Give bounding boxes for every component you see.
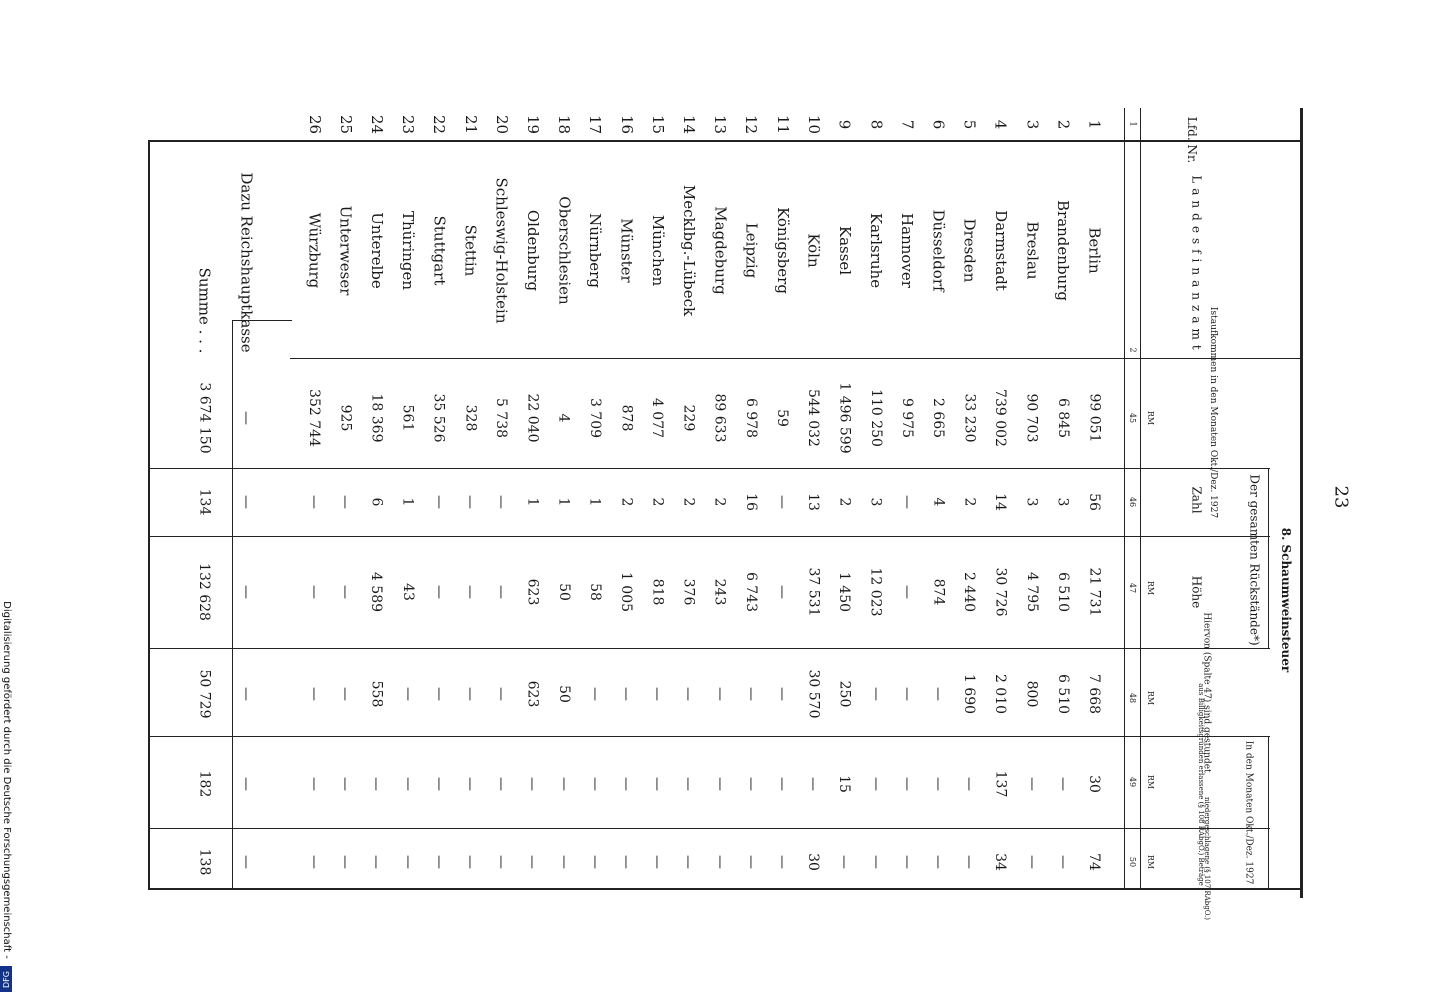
niedergeschlagen-value: —: [462, 855, 478, 869]
row-number: 4: [991, 119, 1010, 129]
gestundet-value: —: [493, 687, 510, 701]
summe-label: Summe . . .: [195, 267, 214, 353]
istaufkommen-value: 5 738: [493, 397, 510, 439]
landesfinanzamt-name: Leipzig: [742, 222, 761, 278]
rueckstaende-hoehe: —: [462, 585, 478, 599]
landesfinanzamt-name: Berlin: [1085, 226, 1104, 274]
col-divider-47-48: [150, 648, 1270, 649]
row-number: 11: [773, 114, 792, 134]
landesfinanzamt-name: Stettin: [461, 224, 480, 276]
erlassen-value: —: [586, 777, 603, 791]
rueckstaende-hoehe: 4 589: [368, 571, 385, 613]
erlassen-value: —: [930, 777, 946, 791]
landesfinanzamt-name: Dresden: [960, 218, 979, 282]
gestundet-value: —: [306, 687, 322, 701]
landesfinanzamt-name: Oberschlesien: [555, 195, 574, 305]
istaufkommen-value: 6 845: [1054, 397, 1071, 439]
niedergeschlagen-value: —: [368, 855, 385, 869]
gestundet-value: —: [337, 687, 354, 701]
gestundet-value: —: [430, 687, 447, 701]
istaufkommen-value: 352 744: [305, 389, 322, 447]
gestundet-value: 7 668: [1086, 673, 1103, 715]
rueckstaende-hoehe: —: [774, 585, 790, 599]
niedergeschlagen-value: —: [586, 855, 603, 869]
istaufkommen-value: 18 369: [368, 393, 385, 443]
landesfinanzamt-name: Stuttgart: [430, 215, 449, 285]
gestundet-value: 50: [555, 685, 572, 703]
rueckstaende-hoehe: 21 731: [1086, 567, 1102, 617]
landesfinanzamt-name: Thüringen: [399, 210, 418, 290]
rueckstaende-hoehe: 37 531: [805, 567, 822, 617]
gestundet-value: —: [867, 687, 884, 701]
rueckstaende-zahl: 4: [929, 497, 946, 507]
col-divider-46-47: [150, 536, 1270, 537]
header-monate: In den Monaten Okt./Dez. 1927: [1243, 740, 1254, 884]
reichshauptkasse-value: —: [238, 411, 254, 425]
niedergeschlagen-value: —: [774, 855, 790, 869]
rueckstaende-hoehe: 874: [929, 578, 946, 606]
istaufkommen-value: 22 040: [524, 393, 541, 443]
landesfinanzamt-name: Darmstadt: [991, 209, 1010, 291]
rueckstaende-zahl: 2: [961, 497, 978, 507]
row-number: 22: [430, 114, 449, 134]
rueckstaende-zahl: —: [462, 495, 478, 509]
gestundet-value: 30 570: [805, 669, 822, 719]
row-number: 8: [866, 119, 885, 129]
summe-separator: [232, 320, 233, 888]
column-number-46: 46: [1128, 496, 1138, 508]
rueckstaende-hoehe: 623: [524, 578, 541, 606]
row-number: 1: [1085, 119, 1104, 129]
col-divider-2-45: [290, 358, 1300, 359]
rueckstaende-hoehe: 1 005: [618, 571, 635, 613]
istaufkommen-value: 6 978: [742, 397, 759, 439]
rueckstaende-zahl: —: [430, 495, 447, 509]
row-number: 20: [492, 114, 511, 134]
gestundet-value: —: [930, 687, 946, 701]
landesfinanzamt-name: Kassel: [836, 225, 854, 275]
column-number-rule: [1140, 108, 1141, 888]
reichshauptkasse-value: —: [238, 495, 254, 509]
rueckstaende-zahl: 56: [1085, 493, 1102, 511]
table-top-rule: [1300, 108, 1303, 898]
istaufkommen-value: 59: [773, 409, 790, 427]
erlassen-value: 137: [992, 770, 1009, 798]
unit-label: RM: [1146, 410, 1156, 426]
gestundet-value: 623: [524, 680, 541, 708]
rueckstaende-hoehe: 6 743: [742, 571, 759, 613]
row-number: 23: [399, 114, 418, 134]
rueckstaende-zahl: 2: [836, 497, 853, 507]
digitization-credit: Digitalisierung gefördert durch die Deutsche Forschungsgemeinschaft -: [0, 601, 12, 959]
istaufkommen-value: 4 077: [649, 397, 666, 439]
rueckstaende-hoehe: 243: [711, 578, 728, 606]
rueckstaende-zahl: 2: [680, 497, 697, 507]
erlassen-value: 15: [836, 775, 853, 793]
niedergeschlagen-value: —: [930, 855, 946, 869]
niedergeschlagen-value: 34: [992, 853, 1009, 871]
header-hiervon: Hiervon (Spalte 47) sind gestundet: [1201, 611, 1212, 773]
row-number: 18: [555, 114, 574, 134]
unit-label: RM: [1146, 774, 1156, 790]
erlassen-value: —: [399, 777, 416, 791]
rueckstaende-hoehe: —: [493, 585, 510, 599]
erlassen-value: —: [774, 777, 790, 791]
gestundet-value: —: [586, 687, 603, 701]
gestundet-value: 800: [1023, 680, 1040, 708]
niedergeschlagen-value: —: [711, 855, 728, 869]
row-number: 13: [711, 114, 730, 134]
header-istaufkommen: Istaufkommen in den Monaten Okt./Dez. 1927: [1207, 306, 1218, 518]
rueckstaende-hoehe: 4 795: [1023, 571, 1040, 613]
summe-value: 182: [195, 770, 212, 798]
reichshauptkasse-value: —: [238, 855, 254, 869]
landesfinanzamt-name: Münster: [617, 217, 636, 283]
unit-label: RM: [1146, 854, 1156, 870]
landesfinanzamt-name: Düsseldorf: [929, 208, 948, 292]
row-number: 12: [742, 114, 761, 134]
header-niedergeschlagene: niedergeschlagene (§ 107 RAbgO.): [1202, 796, 1211, 920]
header-landesfinanzamt: Landesfinanzamt: [1189, 175, 1204, 355]
rueckstaende-hoehe: 376: [680, 578, 697, 606]
istaufkommen-value: 229: [680, 404, 697, 432]
row-number: 10: [804, 114, 823, 134]
row-number: 16: [617, 114, 636, 134]
niedergeschlagen-value: —: [742, 855, 759, 869]
gestundet-value: —: [680, 687, 697, 701]
summe-value: 134: [195, 488, 212, 516]
rueckstaende-zahl: —: [493, 495, 510, 509]
rueckstaende-zahl: 3: [1023, 497, 1040, 507]
erlassen-value: —: [368, 777, 385, 791]
erlassen-value: —: [649, 777, 666, 791]
erlassen-value: —: [680, 777, 697, 791]
column-number-48: 48: [1128, 692, 1138, 704]
summe-value: 132 628: [195, 563, 212, 621]
erlassen-value: —: [867, 777, 884, 791]
erlassen-value: —: [618, 777, 634, 791]
rueckstaende-hoehe: 50: [555, 583, 572, 601]
erlassen-value: —: [462, 777, 478, 791]
header-billigkeit: aus Billigkeitsgründen erlassene (§ 108 RAbgO.) Beträge: [1196, 682, 1205, 886]
column-number-1: 1: [1128, 121, 1138, 127]
niedergeschlagen-value: —: [680, 855, 697, 869]
istaufkommen-value: 90 703: [1023, 393, 1040, 443]
istaufkommen-value: 110 250: [867, 389, 884, 447]
erlassen-value: —: [898, 777, 915, 791]
landesfinanzamt-name: Mecklbg.-Lübeck: [679, 184, 698, 316]
gestundet-value: 1 690: [961, 673, 978, 715]
rueckstaende-zahl: 1: [555, 497, 572, 507]
group-rule-monate: [1268, 736, 1269, 888]
rueckstaende-hoehe: 2 440: [961, 571, 978, 613]
landesfinanzamt-name: Unterelbe: [367, 211, 386, 289]
unit-label: RM: [1146, 580, 1156, 596]
niedergeschlagen-value: —: [836, 855, 853, 869]
page-number: 23: [1329, 485, 1351, 509]
erlassen-value: —: [306, 777, 322, 791]
gestundet-value: —: [898, 687, 915, 701]
landesfinanzamt-name: Königsberg: [773, 206, 792, 294]
rueckstaende-hoehe: —: [306, 585, 322, 599]
rueckstaende-hoehe: 1 450: [836, 571, 853, 613]
gestundet-value: —: [774, 687, 790, 701]
landesfinanzamt-name: Schleswig-Holstein: [492, 177, 511, 323]
niedergeschlagen-value: —: [430, 855, 447, 869]
rueckstaende-zahl: —: [774, 495, 790, 509]
rueckstaende-zahl: —: [898, 495, 915, 509]
erlassen-value: —: [1023, 777, 1040, 791]
niedergeschlagen-value: —: [898, 855, 915, 869]
gestundet-value: —: [618, 687, 634, 701]
gestundet-value: —: [649, 687, 666, 701]
landesfinanzamt-name: Würzburg: [305, 212, 324, 288]
landesfinanzamt-name: Nürnberg: [586, 212, 605, 288]
row-number: 5: [960, 119, 979, 129]
erlassen-value: —: [555, 777, 572, 791]
row-number: 2: [1054, 119, 1073, 129]
table-header-rule: [1124, 108, 1125, 888]
landesfinanzamt-name: Oldenburg: [524, 209, 543, 291]
erlassen-value: —: [524, 777, 541, 791]
erlassen-value: —: [711, 777, 728, 791]
rueckstaende-zahl: 1: [524, 497, 541, 507]
erlassen-value: —: [337, 777, 354, 791]
rueckstaende-zahl: 14: [992, 493, 1009, 511]
niedergeschlagen-value: —: [1023, 855, 1040, 869]
section-title: 8. Schaumweinsteuer: [1279, 527, 1294, 673]
rueckstaende-zahl: 2: [617, 497, 634, 507]
gestundet-value: —: [711, 687, 728, 701]
reichshauptkasse-value: —: [238, 687, 254, 701]
istaufkommen-value: 89 633: [711, 393, 728, 443]
niedergeschlagen-value: —: [867, 855, 884, 869]
header-lfd-nr: Lfd. Nr.: [1185, 116, 1200, 164]
landesfinanzamt-name: Karlsruhe: [867, 212, 886, 288]
rueckstaende-hoehe: 58: [586, 583, 603, 601]
niedergeschlagen-value: —: [555, 855, 572, 869]
niedergeschlagen-value: —: [618, 855, 634, 869]
niedergeschlagen-value: —: [524, 855, 541, 869]
col-divider-48-49: [150, 736, 1270, 737]
erlassen-value: —: [430, 777, 447, 791]
row-number: 7: [898, 119, 917, 129]
niedergeschlagen-value: —: [399, 855, 416, 869]
erlassen-value: —: [805, 777, 822, 791]
istaufkommen-value: 99 051: [1086, 393, 1102, 443]
landesfinanzamt-name: Unterweser: [336, 205, 355, 295]
header-zahl: Zahl: [1189, 486, 1204, 514]
istaufkommen-value: 878: [617, 404, 634, 432]
table-right-rule: [150, 888, 1300, 890]
gestundet-value: 2 010: [992, 673, 1009, 715]
rueckstaende-zahl: 3: [867, 497, 884, 507]
row-number: 21: [461, 114, 480, 134]
erlassen-value: —: [742, 777, 759, 791]
summe-value: 50 729: [196, 669, 212, 719]
gestundet-value: —: [462, 687, 478, 701]
istaufkommen-value: 33 230: [961, 393, 978, 443]
rueckstaende-hoehe: 12 023: [867, 567, 884, 617]
niedergeschlagen-value: —: [306, 855, 322, 869]
landesfinanzamt-name: Brandenburg: [1054, 199, 1073, 301]
erlassen-value: 30: [1085, 775, 1102, 793]
row-number: 26: [305, 114, 324, 134]
istaufkommen-value: 328: [461, 404, 478, 432]
rueckstaende-hoehe: 818: [649, 578, 666, 606]
column-number-2: 2: [1128, 347, 1138, 353]
row-number: 9: [835, 119, 854, 129]
niedergeschlagen-value: 74: [1085, 853, 1102, 871]
istaufkommen-value: 2 665: [930, 397, 947, 439]
istaufkommen-value: 9 975: [898, 397, 915, 439]
row-number: 24: [367, 114, 386, 134]
niedergeschlagen-value: —: [649, 855, 666, 869]
rueckstaende-zahl: —: [306, 495, 322, 509]
col-divider-49-50: [150, 828, 1270, 829]
row-number: 14: [679, 114, 698, 134]
rueckstaende-zahl: 2: [711, 497, 728, 507]
istaufkommen-value: 35 526: [430, 393, 447, 443]
summe-value: 3 674 150: [196, 382, 213, 454]
column-number-50: 50: [1128, 856, 1138, 868]
rueckstaende-zahl: —: [337, 495, 354, 509]
table-left-rule: [150, 140, 1300, 142]
row-number: 15: [648, 114, 667, 134]
unit-label: RM: [1146, 690, 1156, 706]
rueckstaende-hoehe: 6 510: [1054, 571, 1071, 613]
dfg-logo: DFG: [0, 966, 12, 992]
reichshauptkasse-value: —: [238, 777, 254, 791]
rueckstaende-zahl: 6: [368, 497, 385, 507]
landesfinanzamt-name: München: [648, 214, 667, 286]
erlassen-value: —: [493, 777, 510, 791]
row-number: 3: [1022, 119, 1041, 129]
table-bottom-rule: [148, 140, 150, 890]
rueckstaende-zahl: 2: [649, 497, 666, 507]
column-number-49: 49: [1128, 776, 1138, 788]
niedergeschlagen-value: —: [961, 855, 978, 869]
istaufkommen-value: 561: [399, 404, 416, 432]
istaufkommen-value: 3 709: [586, 397, 603, 439]
row-number: 19: [523, 114, 542, 134]
rueckstaende-zahl: 13: [805, 493, 822, 511]
landesfinanzamt-name: Breslau: [1023, 220, 1042, 280]
istaufkommen-value: 4: [555, 413, 572, 423]
rueckstaende-hoehe: —: [430, 585, 447, 599]
landesfinanzamt-name: Hannover: [898, 212, 917, 288]
niedergeschlagen-value: 30: [805, 853, 822, 871]
rueckstaende-hoehe: —: [898, 585, 915, 599]
istaufkommen-value: 925: [337, 404, 354, 432]
rueckstaende-hoehe: 43: [399, 583, 416, 601]
istaufkommen-value: 1 496 599: [836, 382, 853, 454]
rueckstaende-hoehe: 30 726: [992, 567, 1009, 617]
col-divider-45-46: [150, 468, 1270, 469]
gestundet-value: 250: [836, 680, 853, 708]
gestundet-value: —: [742, 687, 759, 701]
gestundet-value: —: [399, 687, 416, 701]
rueckstaende-zahl: 16: [742, 493, 759, 511]
rueckstaende-zahl: 1: [586, 497, 603, 507]
erlassen-value: —: [1054, 777, 1071, 791]
niedergeschlagen-value: —: [493, 855, 510, 869]
niedergeschlagen-value: —: [1054, 855, 1071, 869]
rueckstaende-zahl: 1: [399, 497, 416, 507]
summe-value: 138: [195, 848, 212, 876]
niedergeschlagen-value: —: [337, 855, 354, 869]
header-rueckstaende: Der gesamten Rückstände*): [1247, 474, 1262, 646]
gestundet-value: 558: [368, 680, 385, 708]
header-hoehe: Höhe: [1188, 575, 1203, 609]
istaufkommen-value: 544 032: [805, 389, 822, 447]
row-number: 6: [929, 119, 948, 129]
column-number-45: 45: [1128, 412, 1138, 424]
reichshauptkasse-value: —: [238, 585, 254, 599]
row-number: 17: [586, 114, 605, 134]
reichshauptkasse-label: Dazu Reichshauptkasse: [237, 171, 256, 353]
column-number-47: 47: [1128, 582, 1138, 594]
rueckstaende-hoehe: —: [337, 585, 354, 599]
erlassen-value: —: [961, 777, 978, 791]
landesfinanzamt-name: Magdeburg: [711, 205, 730, 295]
gestundet-value: 6 510: [1054, 673, 1071, 715]
rueckstaende-zahl: 3: [1054, 497, 1071, 507]
row-number: 25: [336, 114, 355, 134]
group-rule-rueckstaende: [1268, 468, 1269, 648]
landesfinanzamt-name: Köln: [804, 232, 823, 268]
istaufkommen-value: 739 002: [992, 389, 1009, 447]
